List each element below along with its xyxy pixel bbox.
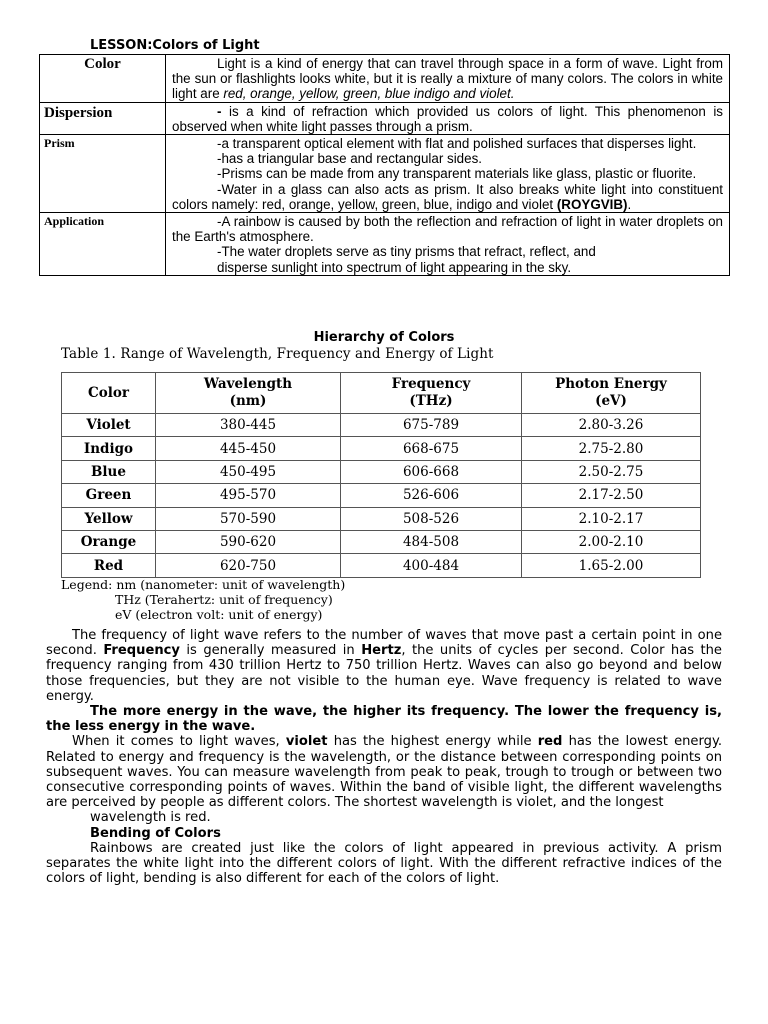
header-frequency: Frequency (THz) [341,373,522,414]
table-caption: Table 1. Range of Wavelength, Frequency and Energy of Light [61,346,494,362]
prism-point-1: -a transparent optical element with flat and polished surfaces that disperses light. [217,136,697,152]
section-heading-bending: Bending of Colors [90,825,221,841]
definition-color: Light is a kind of energy that can travel through space in a form of wave. Light from the sun or flashlights looks white, but it is really a mixture of many colors. The colors in white light are red, orange, yellow, green, blue indigo and violet. [172,56,723,102]
application-point-3: disperse sunlight into spectrum of light appearing in the sky. [217,259,572,275]
prism-point-3: -Prisms can be made from any transparent materials like glass, plastic or fluorite. [217,166,697,182]
paragraph-energy-rule: The more energy in the wave, the higher its frequency. The lower the frequency is, the less energy in the wave. [46,704,722,735]
term-prism: Prism [44,136,75,151]
lesson-table [39,54,730,276]
table-row-application [40,213,730,276]
wavelength-table [61,372,701,578]
paragraph-wavelength: When it comes to light waves, violet has the highest energy while red has the lowest energy. Related to energy and frequency is the wavelength, or the distance between corresponding points on subsequent waves. You can measure wavelength from peak to peak, trough to trough or between two consecutive corresponding points of waves. Within the band of visible light, the different wavelengths are perceived by people as different colors. The shortest wavelength is violet, and the longest [46,734,722,811]
lesson-title: LESSON:Colors of Light [90,38,260,53]
header-photon-energy: Photon Energy (eV) [522,373,701,414]
term-color: Color [84,56,121,72]
legend-line: Legend: nm (nanometer: unit of wavelength) [61,577,346,592]
table-row-dispersion [40,102,730,134]
table-row: Blue 450-495 606-668 2.50-2.75 [62,460,701,483]
section-heading-hierarchy: Hierarchy of Colors [313,330,455,345]
paragraph-frequency: The frequency of light wave refers to the number of waves that move past a certain point in one second. Frequency is generally measured in Hertz, the units of cycles per second. Color has the frequency ranging from 430 trillion Hertz to 750 trillion Hertz. Waves can also go beyond and below those frequencies, but they are not visible to the human eye. Wave frequency is related to wave energy. [46,628,722,704]
table-row: Violet 380-445 675-789 2.80-3.26 [62,414,701,437]
table-row: Yellow 570-590 508-526 2.10-2.17 [62,507,701,530]
paragraph-wavelength-end: wavelength is red. [90,810,211,826]
table-header-row [62,373,701,414]
table-legend [61,577,345,622]
legend-line: THz (Terahertz: unit of frequency) [115,592,333,607]
paragraph-rainbows: Rainbows are created just like the colors of light appeared in previous activity. A prism separates the white light into the different colors of light. With the different refractive indices of the colors of light, bending is also different for each of the colors of light. [46,840,722,887]
roygvib-acronym: (ROYGVIB) [556,196,628,212]
prism-point-2: -has a triangular base and rectangular sides. [217,151,482,167]
application-point-1: -A rainbow is caused by both the reflection and refraction of light in water droplets on the Earth's atmosphere. [172,214,723,245]
table-row-color [40,55,730,103]
term-dispersion: Dispersion [44,104,113,121]
table-row: Green 495-570 526-606 2.17-2.50 [62,484,701,507]
legend-line: eV (electron volt: unit of energy) [115,607,323,622]
definition-dispersion: - is a kind of refraction which provided us colors of light. This phenomenon is observed when white light passes through a prism. [172,103,723,134]
color-list: red, orange, yellow, green, blue indigo and violet. [223,86,515,102]
table-row-prism [40,135,730,213]
header-wavelength: Wavelength (nm) [156,373,341,414]
application-point-2: -The water droplets serve as tiny prisms that refract, reflect, and [217,244,596,260]
term-application: Application [44,214,105,229]
prism-point-4: -Water in a glass can also acts as prism. It also breaks white light into constituent colors namely: red, orange, yellow, green, blue, indigo and violet (ROYGVIB). [172,181,723,212]
table-row: Orange 590-620 484-508 2.00-2.10 [62,530,701,553]
table-row: Red 620-750 400-484 1.65-2.00 [62,554,701,577]
table-row: Indigo 445-450 668-675 2.75-2.80 [62,437,701,460]
header-color: Color [62,373,156,414]
body-text [46,628,722,886]
